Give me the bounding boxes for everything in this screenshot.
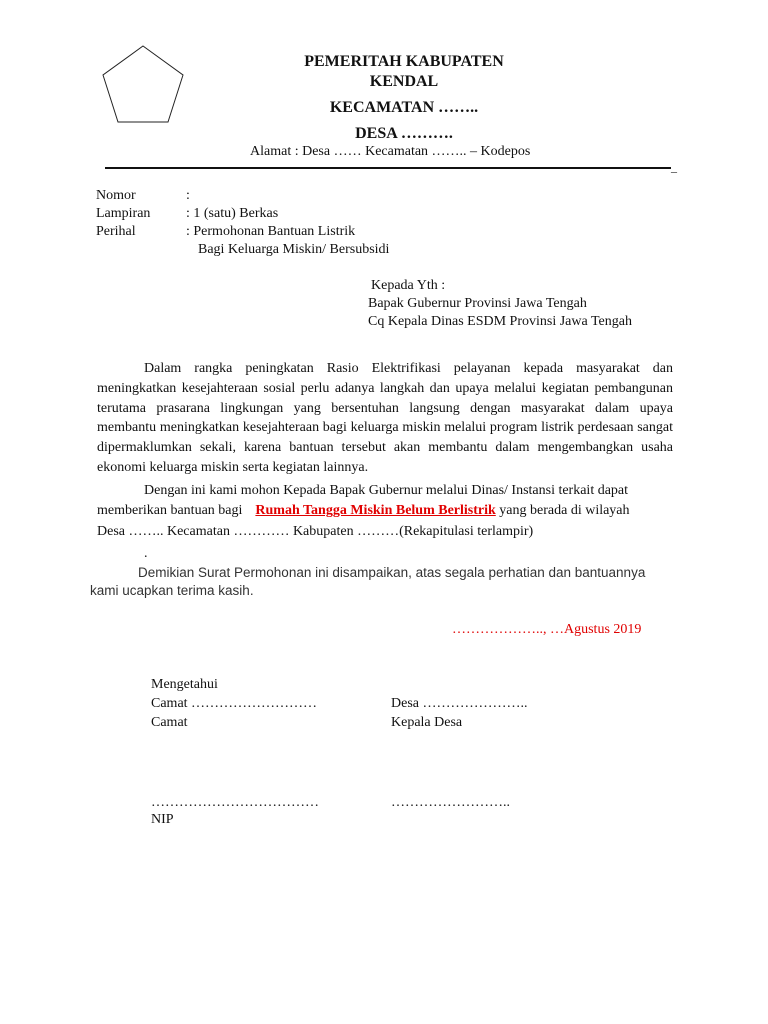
letterhead-line2: KENDAL [369,73,439,90]
perihal-label: Perihal [96,224,136,239]
letterhead-divider [105,167,671,169]
nomor-value: : [186,188,190,203]
camat-title: Camat [151,715,188,730]
divider-tick: _ [671,160,677,174]
lampiran-value: : 1 (satu) Berkas [186,206,279,221]
letterhead-address: Alamat : Desa …… Kecamatan …….. – Kodepos [250,144,531,159]
kepala-desa-title: Kepala Desa [391,715,463,730]
stray-dot: . [144,546,148,561]
closing-line2: kami ucapkan terima kasih. [90,583,254,598]
letterhead-line1: PEMERITAH KABUPATEN [304,53,504,70]
date-dots: ……………….., [452,622,547,637]
camat-signature-line: ……………………………… [151,795,319,810]
perihal-value-line2: Bagi Keluarga Miskin/ Bersubsidi [198,242,390,257]
date-text: …Agustus 2019 [546,622,642,637]
letterhead-line3: KECAMATAN …….. [329,99,479,116]
nip-label: NIP [151,812,174,827]
camat-line: Camat ……………………… [151,696,318,711]
lampiran-label: Lampiran [96,206,151,221]
mengetahui-label: Mengetahui [151,677,218,692]
kepala-desa-signature-line: …………………….. [391,795,510,810]
body-paragraph-2-line1: Dengan ini kami mohon Kepada Bapak Gubernur melalui Dinas/ Instansi terkait dapat [144,483,629,498]
para2-pre: memberikan bantuan bagi [97,503,243,518]
letterhead-line4: DESA ………. [355,125,453,142]
body-paragraph-2-line3: Desa …….. Kecamatan ………… Kabupaten ………(Rekapitulasi terlampir) [97,524,534,539]
body-paragraph-2-line2 [97,503,630,519]
body-paragraph-1: Dalam rangka peningkatan Rasio Elektrifikasi pelayanan kepada masyarakat dan meningkatkan kesejahteraan sosial perlu adanya langkah dan upaya melalui kegiatan pembangunan terutama prasarana lingkungan yang bersentuhan langsung dengan masyarakat dalam upaya membantu meningkatkan kesejahteraan bagi keluarga miskin melalui program listrik perdesaan sangat dipermaklumkan sekali, karena bantuan tersebut akan membantu dalam mengembangkan usaha ekonomi keluarga miskin serta kegiatan lainnya. [97,361,673,475]
perihal-value: : Permohonan Bantuan Listrik [186,224,356,239]
recipient-line2: Bapak Gubernur Provinsi Jawa Tengah [368,296,587,311]
recipient-greeting: Kepada Yth : [371,278,446,293]
recipient-line3: Cq Kepala Dinas ESDM Provinsi Jawa Tengah [368,314,632,329]
date-line [452,622,641,638]
nomor-label: Nomor [96,188,136,203]
closing-line1: Demikian Surat Permohonan ini disampaikan, atas segala perhatian dan bantuannya [138,565,646,580]
highlight-rumah-tangga: Rumah Tangga Miskin Belum Berlistrik [255,503,496,518]
desa-line: Desa ………………….. [391,696,528,711]
para2-post: yang berada di wilayah [499,503,630,518]
